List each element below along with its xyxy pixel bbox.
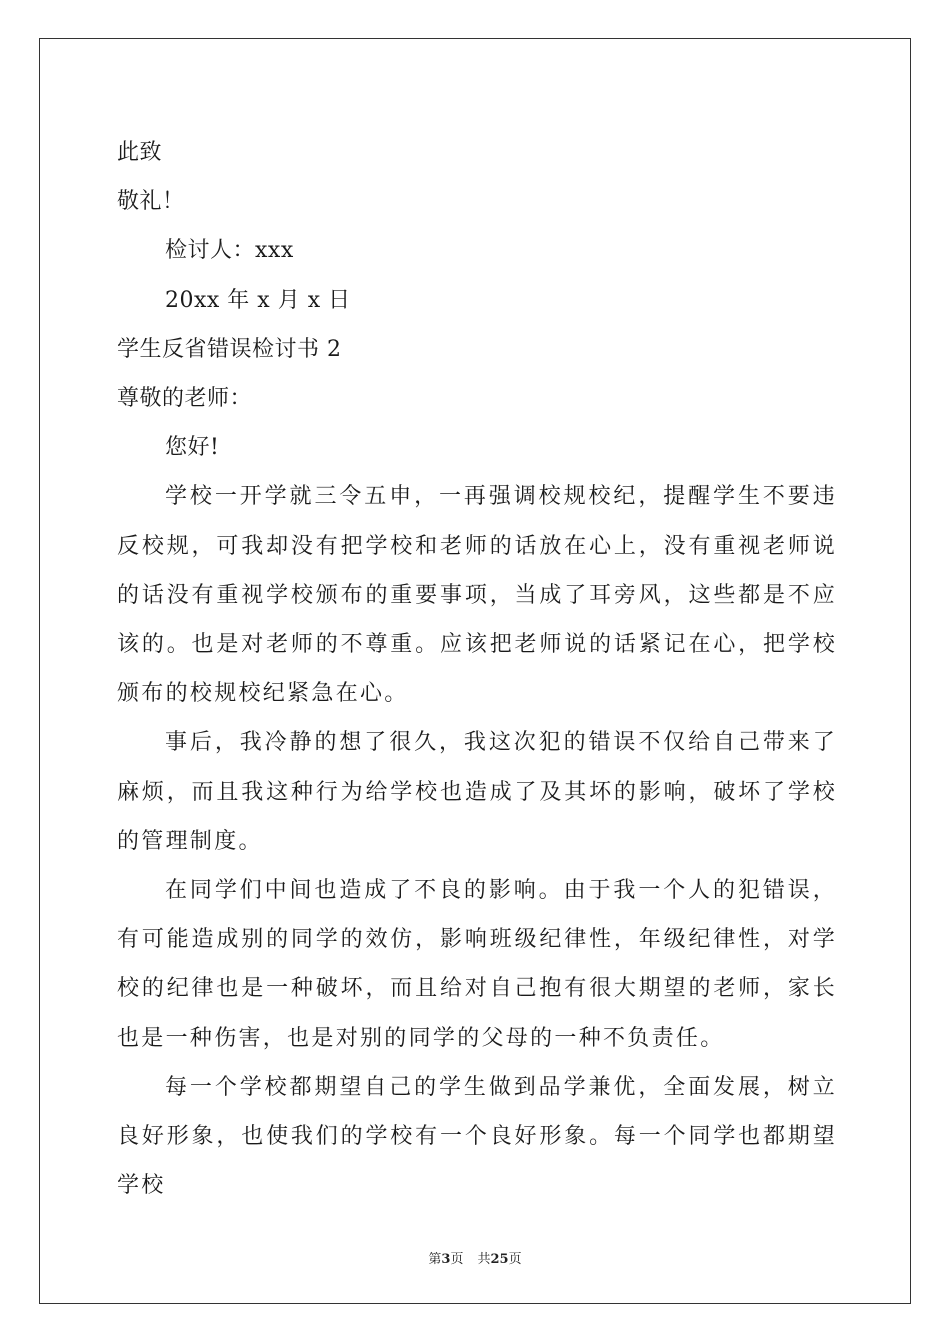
document-body <box>117 128 837 1210</box>
page-suffix: 页 <box>450 1252 464 1267</box>
paragraph: 事后，我冷静的想了很久，我这次犯的错误不仅给自己带来了麻烦，而且我这种行为给学校也造成了及其坏的影响，破坏了学校的管理制度。 <box>117 730 837 854</box>
closing-line-1: 此致 <box>117 140 163 165</box>
signer-line: 检讨人：xxx <box>165 238 294 264</box>
greeting: 您好! <box>165 435 220 461</box>
salutation: 尊敬的老师： <box>117 385 253 411</box>
date-line: 20xx 年 x 月 x 日 <box>165 287 351 313</box>
document-title: 学生反省错误检讨书 2 <box>117 336 342 362</box>
total-suffix: 页 <box>508 1252 522 1267</box>
page-number: 3 <box>441 1252 451 1267</box>
paragraph: 每一个学校都期望自己的学生做到品学兼优，全面发展，树立良好形象，也使我们的学校有一个良好形象。每一个同学也都期望学校 <box>117 1074 837 1199</box>
page-prefix: 第 <box>428 1252 442 1267</box>
total-pages: 25 <box>490 1252 509 1267</box>
page-footer <box>0 1248 950 1267</box>
paragraph: 在同学们中间也造成了不良的影响。由于我一个人的犯错误，有可能造成别的同学的效仿，影响班级纪律性，年级纪律性，对学校的纪律也是一种破坏，而且给对自己抱有很大期望的老师，家长也是一种伤害，也是对别的同学的父母的一种不负责任。 <box>117 877 837 1051</box>
closing-line-2: 敬礼！ <box>117 189 185 215</box>
total-prefix: 共 <box>477 1252 491 1267</box>
paragraph: 学校一开学就三令五申，一再强调校规校纪，提醒学生不要违反校规，可我却没有把学校和老师的话放在心上，没有重视老师说的话没有重视学校颁布的重要事项，当成了耳旁风，这些都是不应该的。也是对老师的不尊重。应该把老师说的话紧记在心，把学校颁布的校规校纪紧急在心。 <box>117 484 837 707</box>
